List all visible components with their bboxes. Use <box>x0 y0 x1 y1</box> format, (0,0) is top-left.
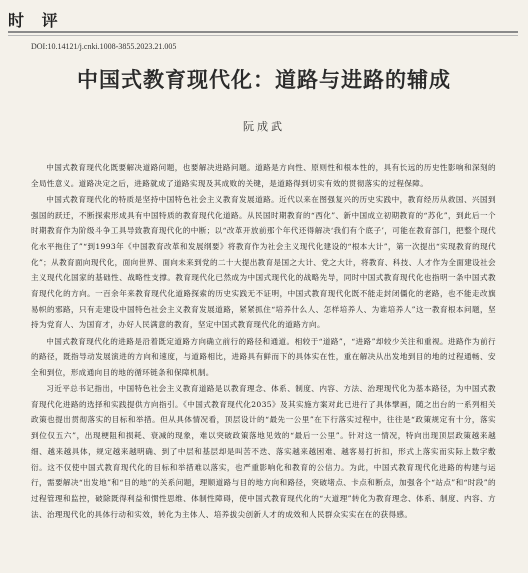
section-header <box>0 0 528 34</box>
paragraph-2: 中国式教育现代化的特质是坚持中国特色社会主义教育发展道路。近代以来在图强复兴的历史实践中，教育经历从救国、兴国到强国的跃迁，不断探索形成具有中国特质的教育现代化道路。从民国时期教育的“西化”、新中国成立初期教育的“苏化”，到此后一个时期教育作为阶级斗争工具导致教育现代化的中断；以“改革开放前那个年代还得解决‘我们有个底子’，可能在教育部门，把整个现代化水平拖住了”“到1993年《中国教育改革和发展纲要》将教育作为社会主义现代化建设的“根本大计”，第一次提出“实现教育的现代化”；从教育面向现代化，面向世界、面向未来到党的二十大提出教育是国之大计、党之大计，将教育、科技、人才作为全面建设社会主义现代化国家的基础性、战略性支撑。教育现代化已然成为中国式现代化的战略先导，同时中国式教育现代化也指明一条中国式教育现代化的方向。一百余年来教育现代化道路探索的历史实践无不证明，中国式教育现代化既不能走封闭僵化的老路，也不能走改旗易帜的邪路，只有走建设中国特色社会主义教育发展道路，紧紧抓住“培养什么人、怎样培养人、为谁培养人”这一教育根本问题，坚持为党育人、为国育才，办好人民满意的教育，坚定中国式教育现代化的道路方向。 <box>31 194 496 330</box>
doi-text: DOI:10.14121/j.cnki.1008-3855.2023.21.005 <box>31 42 177 51</box>
header-rule <box>8 31 518 33</box>
article-body <box>31 160 496 522</box>
paragraph-4: 习近平总书记指出，中国特色社会主义教育道路是以教育理念、体系、制度、内容、方法、治理现代化为基本路径，为中国式教育现代化进路的选择和实践提供方向指引。《中国式教育现代化2035》及其实施方案对此已进行了具体擘画，随之出台的一系列相关政策也提出贯彻落实的目标和举措。但从具体情况看，顶层设计的“最先一公里”在下行落实过程中，往往是“政策规定有十分，落实到位仅五六”，出现梗阻和损耗、衰减的现象，难以突破政策落地见效的“最后一公里”。针对这一情况，特向出现顶层政策越来越细、越来越具体，规定越来越明确、到了中层和基层却是叫苦不迭、落实越来越困难、越客易打折扣，形式上落实而实际上数字敷衍。这不仅使中国式教育现代化的目标和举措难以落实，也严重影响化和教育的公信力。为此，中国式教育现代化进路的构建与运行，需要解决“出发地”和“目的地”的关系问题，理顺道路与目的地方向和路径，突破堵点、卡点和断点，加强各个“站点”和“时段”的过程管理和监控，破除既得利益和惯性思维、体制性障碍，使中国式教育现代化的“大道理”转化为教育理念、体系、制度、内容、方法、治理现代化的具体行动和实效，转化为主体人、培养拔尖创新人才的成效和人民群众实实在在的获得感。 <box>31 384 496 519</box>
paragraph-3: 中国式教育现代化的进路是沿着既定道路方向确立前行的路径和通道。相较于“道路”，“进路”却较少关注和重视。进路作为前行的路径，既指导动发展演进的方向和速度，与道路相比，进路具有鲜而下的具体实在性，重在解决从出发地到目的地的过程通畅、安全和到位，形成通向目的地的循环链条和保障机制。 <box>31 336 496 377</box>
paragraph-1: 中国式教育现代化既要解决道路问题，也要解决进路问题。道路是方向性、原则性和根本性的，具有长远的历史性影响和深刻的全局性意义。道路决定之后，进路就成了道路实现及其成败的关键，是道路得到切实有效的贯彻落实的过程保障。 <box>31 163 496 188</box>
section-label: 时 评 <box>8 11 64 30</box>
article-title: 中国式教育现代化：道路与进路的辅成 <box>77 68 451 92</box>
article-author: 阮成武 <box>243 120 285 133</box>
header-rule-thin <box>8 35 518 36</box>
